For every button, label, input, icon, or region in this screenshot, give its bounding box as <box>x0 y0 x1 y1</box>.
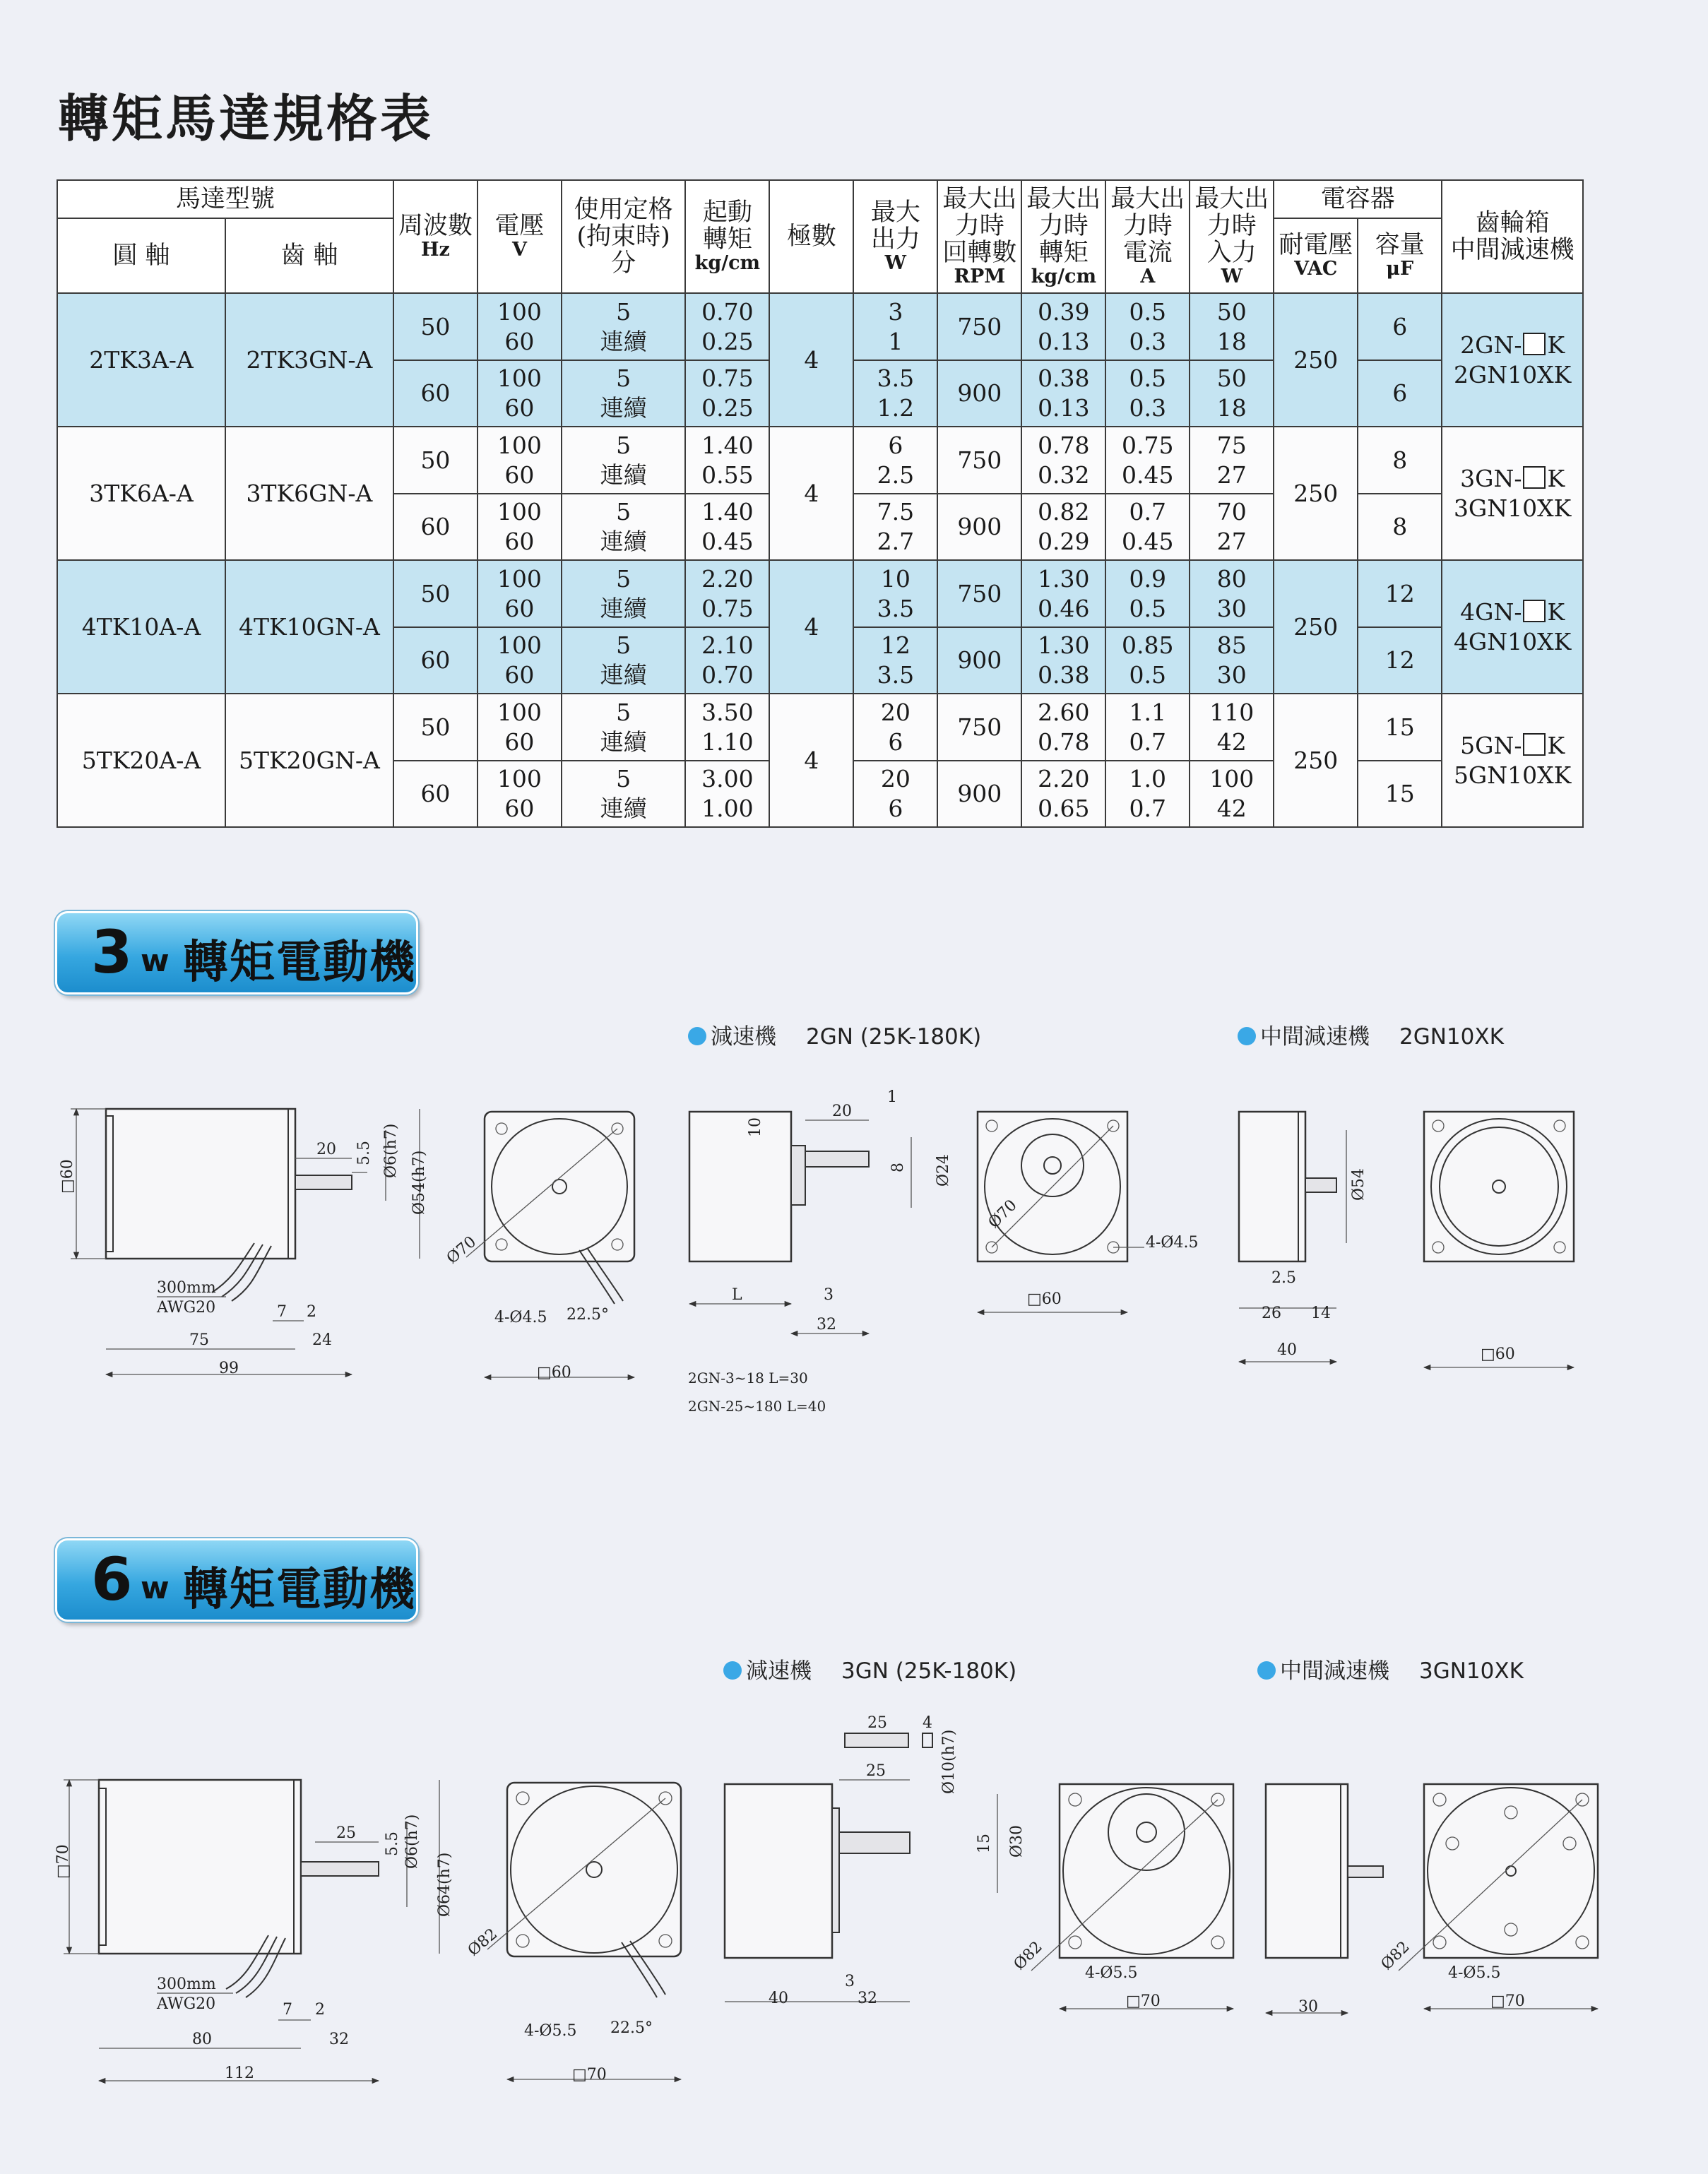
dim-6w-midface-pcd: Ø82 <box>1377 1938 1413 1974</box>
drawing-3w-flange-front <box>444 1112 634 1382</box>
dim-6w-gear-40: 40 <box>769 1990 788 2007</box>
cell-capacity: 15 <box>1358 694 1442 761</box>
cell-rating: 5 連續 <box>562 560 685 627</box>
cell-start-torque: 2.10 0.70 <box>685 627 769 694</box>
label-6w-mid-reducer: 中間減速機 3GN10XK <box>1257 1653 1524 1685</box>
dim-6w-shaft-dia: Ø6(h7) <box>403 1814 421 1869</box>
dim-6w-mount-holes: 4-Ø5.5 <box>524 2022 577 2040</box>
cell-current: 1.0 0.7 <box>1105 761 1190 827</box>
cell-round-shaft-model: 5TK20A-A <box>57 694 225 827</box>
cell-current: 0.7 0.45 <box>1105 494 1190 560</box>
cell-rpm: 900 <box>937 494 1021 560</box>
cell-rating: 5 連續 <box>562 694 685 761</box>
cell-max-output: 6 2.5 <box>853 427 937 494</box>
note-3w-gear-L30: 2GN-3~18 L=30 <box>688 1370 808 1386</box>
cell-start-torque: 1.40 0.45 <box>685 494 769 560</box>
cell-gear-shaft-model: 4TK10GN-A <box>225 560 393 694</box>
cell-frequency: 50 <box>393 293 478 360</box>
cell-torque: 0.78 0.32 <box>1021 427 1105 494</box>
cell-rating: 5 連續 <box>562 494 685 560</box>
cell-poles: 4 <box>769 427 853 560</box>
cell-capacity: 12 <box>1358 627 1442 694</box>
cell-max-output: 10 3.5 <box>853 560 937 627</box>
cell-rating: 5 連續 <box>562 427 685 494</box>
dim-3w-gearface-holes: 4-Ø4.5 <box>1146 1234 1199 1252</box>
cell-input: 100 42 <box>1190 761 1274 827</box>
drawing-3w-mid-side <box>1239 1112 1368 1362</box>
drawing-6w-mid-side <box>1266 1784 1383 2016</box>
wire-length: 300mm <box>157 1279 216 1297</box>
dim-6w-flange-square: □70 <box>572 2066 607 2084</box>
dim-6w-midface-holes: 4-Ø5.5 <box>1448 1964 1501 1982</box>
cell-rating: 5 連續 <box>562 761 685 827</box>
cell-input: 70 27 <box>1190 494 1274 560</box>
header-voltage: 電壓 V <box>478 180 562 293</box>
drawing-3w-gearbox-front <box>978 1112 1198 1312</box>
cell-input: 50 18 <box>1190 293 1274 360</box>
cell-current: 0.85 0.5 <box>1105 627 1190 694</box>
cell-rpm: 900 <box>937 627 1021 694</box>
cell-max-output: 7.5 2.7 <box>853 494 937 560</box>
header-gear-shaft: 齒 軸 <box>225 218 393 293</box>
dim-6w-gearface-square: □70 <box>1126 1992 1161 2010</box>
badge-unit: w <box>141 943 170 979</box>
cell-voltage: 100 60 <box>478 293 562 360</box>
dim-6w-pcd: Ø82 <box>464 1925 502 1960</box>
cell-start-torque: 3.00 1.00 <box>685 761 769 827</box>
cell-gear-shaft-model: 2TK3GN-A <box>225 293 393 427</box>
cell-capacity: 8 <box>1358 494 1442 560</box>
header-rpm: 最大出 力時 回轉數 RPM <box>937 180 1021 293</box>
cell-max-output: 12 3.5 <box>853 627 937 694</box>
cell-gearbox: 2GN- K 2GN10XK <box>1442 293 1583 427</box>
cell-poles: 4 <box>769 560 853 694</box>
cell-rpm: 750 <box>937 694 1021 761</box>
cell-rating: 5 連續 <box>562 627 685 694</box>
dim-3w-2: 2 <box>307 1303 316 1321</box>
dim-3w-gear-32: 32 <box>817 1316 836 1333</box>
cell-withstand-voltage: 250 <box>1274 293 1358 427</box>
dim-3w-gear-dia: Ø24 <box>935 1153 952 1187</box>
dim-3w-shaft-20: 20 <box>316 1141 336 1158</box>
dim-6w-midface-square: □70 <box>1490 1992 1525 2010</box>
cell-round-shaft-model: 4TK10A-A <box>57 560 225 694</box>
badge-unit: w <box>141 1570 170 1606</box>
dim-6w-gearface-holes: 4-Ø5.5 <box>1085 1964 1138 1982</box>
dim-6w-key-4: 4 <box>923 1714 932 1732</box>
dim-3w-gear-8: 8 <box>889 1163 907 1172</box>
cell-voltage: 100 60 <box>478 427 562 494</box>
cell-withstand-voltage: 250 <box>1274 427 1358 560</box>
cell-capacity: 8 <box>1358 427 1442 494</box>
cell-rating: 5 連續 <box>562 293 685 360</box>
dim-3w-pcd: Ø70 <box>443 1232 480 1268</box>
cell-input: 110 42 <box>1190 694 1274 761</box>
cell-torque: 0.39 0.13 <box>1021 293 1105 360</box>
cell-voltage: 100 60 <box>478 761 562 827</box>
cell-start-torque: 2.20 0.75 <box>685 560 769 627</box>
header-capacitor: 電容器 <box>1274 180 1442 218</box>
dim-6w-80: 80 <box>192 2031 212 2048</box>
dim-6w-gear-boss: Ø30 <box>1008 1824 1026 1858</box>
dim-6w-shaft-25: 25 <box>336 1824 356 1842</box>
cell-max-output: 3 1 <box>853 293 937 360</box>
dim-3w-7: 7 <box>277 1303 287 1321</box>
cell-max-output: 20 6 <box>853 761 937 827</box>
cell-max-output: 20 6 <box>853 694 937 761</box>
dim-3w-shaft-dia: Ø6(h7) <box>382 1123 400 1178</box>
dim-6w-112: 112 <box>225 2065 254 2082</box>
cell-torque: 0.82 0.29 <box>1021 494 1105 560</box>
note-3w-gear-L40: 2GN-25~180 L=40 <box>688 1398 826 1415</box>
cell-input: 75 27 <box>1190 427 1274 494</box>
cell-gearbox: 3GN- K 3GN10XK <box>1442 427 1583 560</box>
page-title: 轉矩馬達規格表 <box>58 89 434 148</box>
cell-capacity: 6 <box>1358 293 1442 360</box>
dim-3w-gear-1: 1 <box>887 1088 897 1106</box>
dim-3w-mid-2.5: 2.5 <box>1271 1269 1296 1287</box>
label-6w-reducer: 減速機 3GN (25K-180K) <box>723 1653 1016 1685</box>
header-withstand: 耐電壓 VAC <box>1274 218 1358 293</box>
header-input: 最大出 力時 入力 W <box>1190 180 1274 293</box>
dim-6w-7: 7 <box>283 2001 292 2019</box>
dim-6w-32: 32 <box>329 2031 349 2048</box>
cell-start-torque: 0.70 0.25 <box>685 293 769 360</box>
badge-text: 轉矩電動機 <box>183 937 416 989</box>
cell-rating: 5 連續 <box>562 360 685 427</box>
wire-gauge: AWG20 <box>157 1995 216 2013</box>
drawing-6w-gearbox-side <box>725 1714 1026 2007</box>
cell-start-torque: 0.75 0.25 <box>685 360 769 427</box>
header-torque: 最大出 力時 轉矩 kg/cm <box>1021 180 1105 293</box>
dim-3w-gear-3: 3 <box>824 1286 834 1304</box>
dim-3w-mid-dia: Ø54 <box>1350 1168 1368 1201</box>
cell-gear-shaft-model: 5TK20GN-A <box>225 694 393 827</box>
cell-capacity: 15 <box>1358 761 1442 827</box>
cell-current: 1.1 0.7 <box>1105 694 1190 761</box>
dim-3w-pilot-dia: Ø54(h7) <box>410 1150 428 1215</box>
header-model: 馬達型號 <box>57 180 393 218</box>
cell-current: 0.75 0.45 <box>1105 427 1190 494</box>
cell-start-torque: 1.40 0.55 <box>685 427 769 494</box>
drawing-3w-gearbox-side <box>688 1088 952 1415</box>
cell-gearbox: 4GN- K 4GN10XK <box>1442 560 1583 694</box>
badge-number: 6 <box>91 1545 133 1614</box>
drawing-6w-motor-side <box>54 1780 453 2082</box>
dim-3w-gearface-pcd: Ø70 <box>985 1196 1021 1232</box>
dim-3w-mount-holes: 4-Ø4.5 <box>494 1309 547 1326</box>
header-freq: 周波數 Hz <box>393 180 478 293</box>
cell-poles: 4 <box>769 293 853 427</box>
badge-number: 3 <box>91 917 133 987</box>
header-capacity: 容量 μF <box>1358 218 1442 293</box>
cell-input: 85 30 <box>1190 627 1274 694</box>
header-rating: 使用定格 (拘束時) 分 <box>562 180 685 293</box>
dim-6w-mid-30: 30 <box>1298 1998 1318 2016</box>
dim-3w-motor-square: □60 <box>59 1159 76 1194</box>
dim-3w-angle: 22.5° <box>567 1306 609 1324</box>
cell-voltage: 100 60 <box>478 360 562 427</box>
cell-withstand-voltage: 250 <box>1274 694 1358 827</box>
dim-3w-mid-14: 14 <box>1311 1305 1331 1322</box>
header-start-torque: 起動 轉矩 kg/cm <box>685 180 769 293</box>
cell-round-shaft-model: 2TK3A-A <box>57 293 225 427</box>
cell-frequency: 50 <box>393 427 478 494</box>
wire-gauge: AWG20 <box>157 1299 216 1317</box>
cell-voltage: 100 60 <box>478 694 562 761</box>
drawing-6w-flange-front <box>465 1783 681 2084</box>
dim-6w-2: 2 <box>315 2001 325 2019</box>
header-round-shaft: 圓 軸 <box>57 218 225 293</box>
drawing-3w-mid-front <box>1424 1112 1574 1367</box>
cell-frequency: 60 <box>393 360 478 427</box>
cell-round-shaft-model: 3TK6A-A <box>57 427 225 560</box>
cell-torque: 2.60 0.78 <box>1021 694 1105 761</box>
wire-length: 300mm <box>157 1976 216 1993</box>
cell-gear-shaft-model: 3TK6GN-A <box>225 427 393 560</box>
dim-3w-gear-L: L <box>732 1286 742 1304</box>
header-current: 最大出 力時 電流 A <box>1105 180 1190 293</box>
dim-3w-5.5: 5.5 <box>355 1141 373 1165</box>
cell-start-torque: 3.50 1.10 <box>685 694 769 761</box>
cell-voltage: 100 60 <box>478 560 562 627</box>
cell-rpm: 750 <box>937 560 1021 627</box>
cell-max-output: 3.5 1.2 <box>853 360 937 427</box>
cell-torque: 1.30 0.46 <box>1021 560 1105 627</box>
cell-rpm: 750 <box>937 293 1021 360</box>
dim-6w-gear-15: 15 <box>975 1834 993 1853</box>
cell-current: 0.5 0.3 <box>1105 360 1190 427</box>
dim-6w-gear-shaft-dia: Ø10(h7) <box>940 1729 958 1794</box>
header-poles: 極數 <box>769 180 853 293</box>
dim-6w-gear-32: 32 <box>858 1990 877 2007</box>
dim-3w-gear-20: 20 <box>832 1103 852 1120</box>
cell-input: 80 30 <box>1190 560 1274 627</box>
label-3w-mid-reducer: 中間減速機 2GN10XK <box>1238 1018 1504 1050</box>
cell-torque: 2.20 0.65 <box>1021 761 1105 827</box>
cell-frequency: 60 <box>393 761 478 827</box>
cell-current: 0.9 0.5 <box>1105 560 1190 627</box>
cell-gearbox: 5GN- K 5GN10XK <box>1442 694 1583 827</box>
dim-3w-midface-square: □60 <box>1481 1346 1515 1363</box>
dim-3w-24: 24 <box>312 1331 332 1349</box>
dim-6w-gear-3: 3 <box>845 1973 855 1990</box>
cell-voltage: 100 60 <box>478 494 562 560</box>
dim-6w-gear-25: 25 <box>866 1762 886 1780</box>
cell-frequency: 60 <box>393 494 478 560</box>
cell-rpm: 750 <box>937 427 1021 494</box>
dim-6w-5.5: 5.5 <box>384 1831 401 1856</box>
dim-6w-motor-square: □70 <box>54 1844 72 1879</box>
cell-capacity: 12 <box>1358 560 1442 627</box>
cell-frequency: 50 <box>393 694 478 761</box>
dim-3w-75: 75 <box>189 1331 209 1349</box>
cell-frequency: 50 <box>393 560 478 627</box>
dim-6w-angle: 22.5° <box>610 2019 653 2037</box>
drawing-6w-gearbox-front <box>1011 1784 1233 2010</box>
cell-withstand-voltage: 250 <box>1274 560 1358 694</box>
header-gearbox: 齒輪箱 中間減速機 <box>1442 180 1583 293</box>
cell-frequency: 60 <box>393 627 478 694</box>
dim-3w-mid-40: 40 <box>1277 1341 1297 1359</box>
cell-rpm: 900 <box>937 761 1021 827</box>
badge-text: 轉矩電動機 <box>183 1564 416 1616</box>
dim-3w-flange-square: □60 <box>537 1364 571 1382</box>
cell-torque: 1.30 0.38 <box>1021 627 1105 694</box>
cell-input: 50 18 <box>1190 360 1274 427</box>
dim-3w-gear-10: 10 <box>747 1117 764 1137</box>
drawing-6w-mid-front <box>1378 1784 1598 2010</box>
cell-torque: 0.38 0.13 <box>1021 360 1105 427</box>
cell-capacity: 6 <box>1358 360 1442 427</box>
dim-6w-key-25: 25 <box>867 1714 887 1732</box>
dim-6w-gearface-pcd: Ø82 <box>1010 1938 1046 1974</box>
drawing-3w-motor-side <box>59 1109 428 1377</box>
dim-6w-pilot-dia: Ø64(h7) <box>436 1852 453 1917</box>
cell-voltage: 100 60 <box>478 627 562 694</box>
dim-3w-gearface-square: □60 <box>1027 1290 1062 1308</box>
cell-poles: 4 <box>769 694 853 827</box>
dim-3w-99: 99 <box>219 1360 239 1377</box>
cell-rpm: 900 <box>937 360 1021 427</box>
label-3w-reducer: 減速機 2GN (25K-180K) <box>688 1018 981 1050</box>
cell-current: 0.5 0.3 <box>1105 293 1190 360</box>
dim-3w-mid-26: 26 <box>1262 1305 1281 1322</box>
header-max-output: 最大 出力 W <box>853 180 937 293</box>
